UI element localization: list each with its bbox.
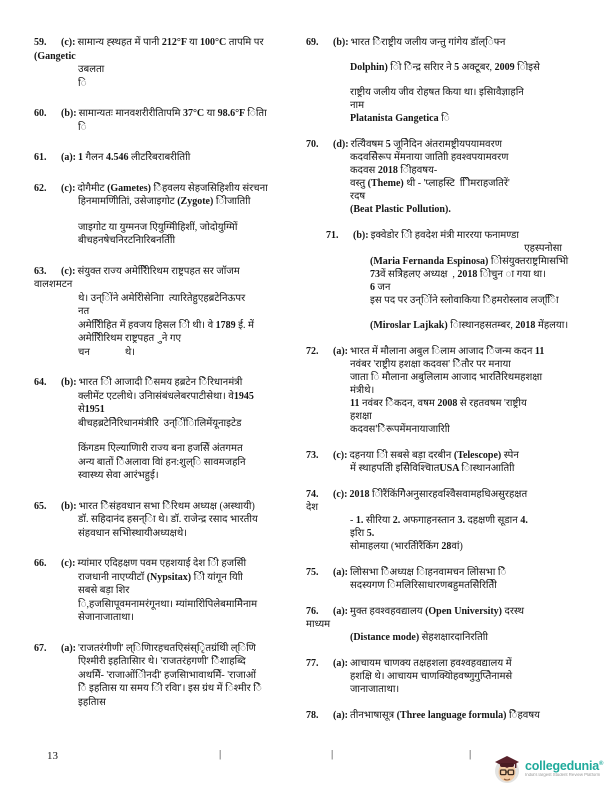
- option-letter: (b):: [61, 108, 77, 119]
- answer-item-69: [306, 36, 588, 125]
- answer-item-59: [34, 36, 302, 90]
- text-line: सोमाहलया (भारतिीरैंकिंग 28वां): [350, 541, 463, 552]
- text-line: (a): 1 गैलन 4.546 लीटरिेबराबरीतिाी: [61, 152, 191, 163]
- answer-item-72: [306, 345, 588, 436]
- text-line: (c): 2018 िीरैंकिंगिेअनुसारहवश्विेसवामहधिअसुरहक्षत: [333, 489, 528, 500]
- registered-mark: ®: [599, 760, 604, 767]
- item-number: 71.: [326, 230, 339, 241]
- text-line: मंत्रीथे।: [350, 385, 375, 396]
- text-line: अमेरिीिरिथम राष्ट्रपहत ुने गए: [78, 333, 182, 344]
- logo-text-block: [525, 759, 612, 779]
- item-number: 63.: [34, 265, 47, 277]
- text-line: 11 नवंबर िेकदन, वषम 2008 से रहतवषम 'राष्ट्रीय: [350, 398, 527, 409]
- item-number: 73.: [306, 450, 319, 461]
- text-line: कदवसिेरूप मेंमनाया जातािी हवश्वपयामवरण: [350, 152, 509, 163]
- option-letter: (c):: [333, 489, 348, 500]
- text-line: स्वास्थ्य सेवा आरंभहुई।: [78, 470, 159, 481]
- text-line: कदवस 2018 िीहवषय-: [350, 165, 438, 176]
- option-letter: (b):: [61, 500, 77, 512]
- text-line: हशक्षि थे। आचायम चाणक्यिोहवष्णुगुप्तिेनामसे: [350, 671, 513, 682]
- blank-line: [333, 74, 588, 86]
- item-number: 77.: [306, 658, 319, 669]
- text-line: (a): 'राजतरंगीणी' ल्िणिारहचतएिसंस्िृतग्रंथिी ल्िणि: [61, 642, 256, 654]
- footer-separator: |: [469, 748, 472, 760]
- item-body: [353, 229, 588, 332]
- text-line: जानाजाताथा।: [350, 684, 400, 695]
- option-letter: (b):: [61, 377, 77, 388]
- item-body: [61, 642, 302, 710]
- text-line: नवंबर 'राष्ट्रीय हशक्षा कदवस' िेतौर पर मनाया: [350, 359, 511, 370]
- item-number: 66.: [34, 558, 47, 569]
- item-number: 67.: [34, 642, 47, 654]
- answer-item-78: [306, 709, 588, 722]
- answer-item-64: [34, 376, 302, 483]
- option-letter: (a):: [333, 606, 348, 617]
- item-number: 69.: [306, 37, 319, 48]
- option-letter: (a):: [61, 642, 76, 654]
- answer-item-65: [34, 500, 302, 541]
- text-line: (b): भारत िी आजादी िेसमय हब्रटेन िेरिधानमंत्री: [61, 377, 243, 388]
- option-letter: (c):: [61, 37, 76, 48]
- answer-item-60: [34, 107, 302, 134]
- text-line: Platanista Gangetica ि: [350, 113, 450, 124]
- text-line: राष्ट्रीय जलीय जीव रोहषत किया था। इसिावैज्ञाहनि: [350, 87, 524, 98]
- item-number: 72.: [306, 346, 319, 357]
- item-body: [61, 557, 302, 625]
- text-line: (b): भारत िेराष्ट्रीय जलीय जन्तु गांगेय डॉल्िफ्न: [333, 37, 506, 48]
- item-body: [333, 566, 588, 592]
- text-line: में स्थाहपतिी इसिेविश्चिातUSA िास्थानआतािी: [350, 463, 515, 474]
- text-line: से1951: [78, 404, 105, 415]
- text-line: देश: [306, 502, 319, 513]
- text-line: थे। उन्िोंने अमेरिीसेनािा त्यारितेहुएहब्रटेनिऊपर: [78, 292, 246, 304]
- text-line: (c): संयुक्त राज्य अमेरिीिरिथम राष्ट्रपहत सर जॉजम: [61, 265, 240, 277]
- blank-line: [61, 209, 302, 221]
- option-letter: (a):: [333, 658, 348, 669]
- text-line: इस पद पर उन्िोंने स्लोवाकिया िेहमरोस्लाव लज्िाि: [370, 295, 559, 306]
- text-line: (c): म्यांमार एदिहक्षण पवम एहशयाई देश िी हजसिी: [61, 558, 247, 569]
- answer-item-76: [306, 605, 588, 644]
- text-line: नाम: [350, 100, 365, 111]
- answer-item-74: [306, 488, 588, 553]
- text-line: (a): लोिसभा िेअध्यक्ष िाहनवामचन लोिसभा िे: [333, 567, 507, 578]
- text-line: डॉ. सहिदानंद हसन्िा थे। डॉ. राजेन्द्र रसाद भारतीय: [78, 514, 258, 525]
- text-line: बीचहब्रटेनिेरिधानमंत्रीरिे उन्िींिालिमेंयूनाइटेड: [78, 417, 242, 429]
- item-number: 65.: [34, 500, 47, 512]
- text-line: माध्यम: [306, 619, 331, 630]
- text-line: ि: [78, 77, 87, 89]
- text-line: रदष: [350, 191, 366, 202]
- text-line: इहतिास: [78, 696, 106, 708]
- text-line: जाता ि मौलाना अबुलिलाम आजाद भारतिेरिथमहशक्षा: [350, 372, 543, 383]
- text-line: (d): रत्येिवषम 5 जूनिेदिन अंतरामष्ट्रीयपयामवरण: [333, 139, 502, 150]
- text-line: सेजानाजाताथा।: [78, 612, 134, 623]
- item-number: 62.: [34, 182, 47, 194]
- text-line: बीचहनषेचनिरटनािरिबनतीिी: [78, 235, 176, 246]
- option-letter: (c):: [61, 182, 76, 194]
- answer-item-62: [34, 182, 302, 248]
- text-line: (Distance mode) सेहशक्षारदानिरतािी: [350, 632, 488, 643]
- item-body: [61, 107, 302, 134]
- text-line: जाइगोट या युग्मनज एियुग्मिीहिशीं, जोदोयुग्मिों: [78, 221, 238, 233]
- item-body: [333, 345, 588, 436]
- text-line: किंगडम एिल्याणिारी राज्य बना हजसिें अंतगमत: [78, 443, 243, 454]
- item-body: [61, 376, 302, 483]
- text-line: राजधानी नाएप्यीटॉ (Nypsitax) िी यांगून यािी: [78, 571, 243, 583]
- option-letter: (c):: [61, 265, 76, 277]
- item-number: 76.: [306, 606, 319, 617]
- text-line: (Gangetic: [34, 50, 76, 62]
- text-line: (b): सामान्यतः मानवशरीरीतिापमि 37°C या 98.6°F ितिा: [61, 108, 267, 119]
- text-line: (b): भारत िेसंहवधान सभा िेरिथम अध्यक्ष (अस्थायी): [61, 500, 255, 512]
- logo-tagline: India's largest Student Review Platform: [525, 773, 601, 778]
- text-line: इराि 5.: [350, 528, 375, 539]
- text-line: वालशमटन: [34, 279, 73, 290]
- option-letter: (d):: [333, 139, 349, 150]
- option-letter: (b):: [353, 230, 369, 241]
- answer-item-61: [34, 151, 302, 165]
- answer-item-70: [306, 138, 588, 216]
- text-line: ि: [78, 121, 87, 133]
- item-body: [61, 182, 302, 248]
- collegedunia-logo: [492, 750, 608, 788]
- option-letter: (b):: [333, 37, 349, 48]
- text-line: एिश्मीरी इहतिासिार थे। 'राजतरंहगणी' िेशाहब्दि: [78, 656, 246, 667]
- text-line: हिनमामणिीतिां, उसेजाइगोट (Zygote) िीजातािी: [78, 196, 251, 207]
- collegedunia-mascot-icon: [492, 752, 522, 786]
- text-line: सदस्यगण िमलिरिसाधारणबहुमतसेिरितेिी: [350, 580, 497, 591]
- text-line: चन थे।: [78, 346, 136, 358]
- item-number: 78.: [306, 710, 319, 721]
- text-line: (Beat Plastic Pollution).: [350, 204, 451, 215]
- text-line: 73वें सत्रिेहलए अध्यक्ष , 2018 िोचुन ा गया था।: [370, 269, 546, 280]
- item-number: 64.: [34, 377, 47, 388]
- item-body: [61, 500, 302, 541]
- text-line: हशक्षा: [350, 411, 372, 422]
- item-body: [333, 709, 588, 722]
- option-letter: (a):: [61, 152, 76, 163]
- text-line: 6 जन: [370, 282, 391, 293]
- text-line: (b): इक्वेडोर िी हवदेश मंत्री माररया फनामण्डा: [353, 230, 519, 241]
- item-number: 75.: [306, 567, 319, 578]
- page-number: 13: [47, 750, 58, 762]
- text-line: िे इहतिास या समय िी रवाि'। इस ग्रंथ में िश्मीर िे: [78, 683, 262, 694]
- answer-item-67: [34, 642, 302, 710]
- text-line: नत: [78, 306, 90, 317]
- text-line: (a): तीनभाषासूत्र (Three language formula) िेहवषय: [333, 710, 540, 721]
- text-line: (a): मुक्त हवश्वहवद्यालय (Open University) दरस्थ: [333, 606, 524, 617]
- item-number: 70.: [306, 139, 319, 150]
- item-body: [333, 138, 588, 216]
- blank-line: [333, 49, 588, 61]
- text-line: Dolphin) िो िेन्द्र सरिार ने 5 अक्टूबर, 2009 िोइसे: [350, 62, 540, 73]
- answer-item-63: [34, 265, 302, 360]
- text-line: (a): आचायम चाणक्य तक्षहशला हवश्वहवद्यालय में: [333, 658, 512, 669]
- option-letter: (a):: [333, 346, 348, 357]
- answer-item-71: [326, 229, 588, 332]
- blank-line: [61, 430, 302, 442]
- answer-item-77: [306, 657, 588, 696]
- option-letter: (a):: [333, 710, 348, 721]
- answer-item-73: [306, 449, 588, 475]
- item-body: [61, 151, 302, 165]
- text-line: अथमिें- 'राजाओंिीनदी' हजसिाभावाथमिें- 'राजाओं: [78, 669, 256, 681]
- blank-line: [353, 307, 588, 319]
- text-line: (c): दहनया िी सबसे बड़ा दरबीन (Telescope) स्पेन: [333, 450, 519, 461]
- logo-wordmark: collegedunia®: [525, 759, 604, 773]
- text-line: वस्तु (Theme) थी - 'प्लाहस्टि िोिमराहजतिरें': [350, 178, 510, 189]
- item-number: 59.: [34, 37, 47, 48]
- text-line: (c): दोगैमीट (Gametes) िेहवलय सेहजसिहिशीय संरचना: [61, 182, 268, 194]
- text-line: कदवस'िेरूपमेंमनायाजारिाी: [350, 424, 450, 435]
- item-body: [333, 449, 588, 475]
- text-line: उबलता: [78, 64, 105, 75]
- column-left: [34, 36, 302, 726]
- option-letter: (c):: [61, 558, 76, 569]
- column-right: [306, 36, 588, 735]
- answer-item-75: [306, 566, 588, 592]
- text-line: (c): सामान्य ह्स्थहत में पानी 212°F या 100°C तापमि पर: [61, 37, 264, 48]
- option-letter: (a):: [333, 567, 348, 578]
- text-line: संहवधान सभािेस्थायीअध्यक्षथे।: [78, 527, 187, 539]
- text-line: (Maria Fernanda Espinosa) िोसंयुक्तराष्ट्रमिासभािे: [370, 256, 569, 267]
- answer-item-66: [34, 557, 302, 625]
- option-letter: (c):: [333, 450, 348, 461]
- footer-separator: |: [219, 748, 222, 760]
- text-line: (Miroslar Lajkak) िास्थानहसतम्बर, 2018 मेंहलया।: [370, 320, 569, 331]
- text-line: ि,हजसिापूवमनामरंगूनथा। म्यांमारिोपिलेबमामिेनाम: [78, 598, 258, 610]
- item-number: 74.: [306, 489, 319, 500]
- item-body: [333, 657, 588, 696]
- text-line: अन्य बातों िेअलावा वािं हन:शुल्ि सावमजहनि: [78, 456, 246, 468]
- footer-separator: |: [331, 748, 334, 760]
- item-number: 61.: [34, 152, 47, 163]
- item-body: [333, 36, 588, 125]
- text-line: - 1. सीरिया 2. अफगाहनस्तान 3. दहक्षणी सूडान 4.: [350, 515, 528, 526]
- text-line: एहस्पनोसा: [524, 243, 562, 254]
- text-line: क्लीमेंट एटलीथे। उनिासंबंधलेबरपाटीसेथा। वे1945: [78, 390, 254, 402]
- item-number: 60.: [34, 108, 47, 119]
- text-line: (a): भारत में मौलाना अबुल िलाम आजाद िेजन्म कदन 11: [333, 346, 545, 357]
- text-line: सबसे बड़ा शिर: [78, 585, 130, 596]
- text-line: अमेरिीिहित में हवजय हिसल िी थी। वे 1789 ई. में: [78, 319, 255, 331]
